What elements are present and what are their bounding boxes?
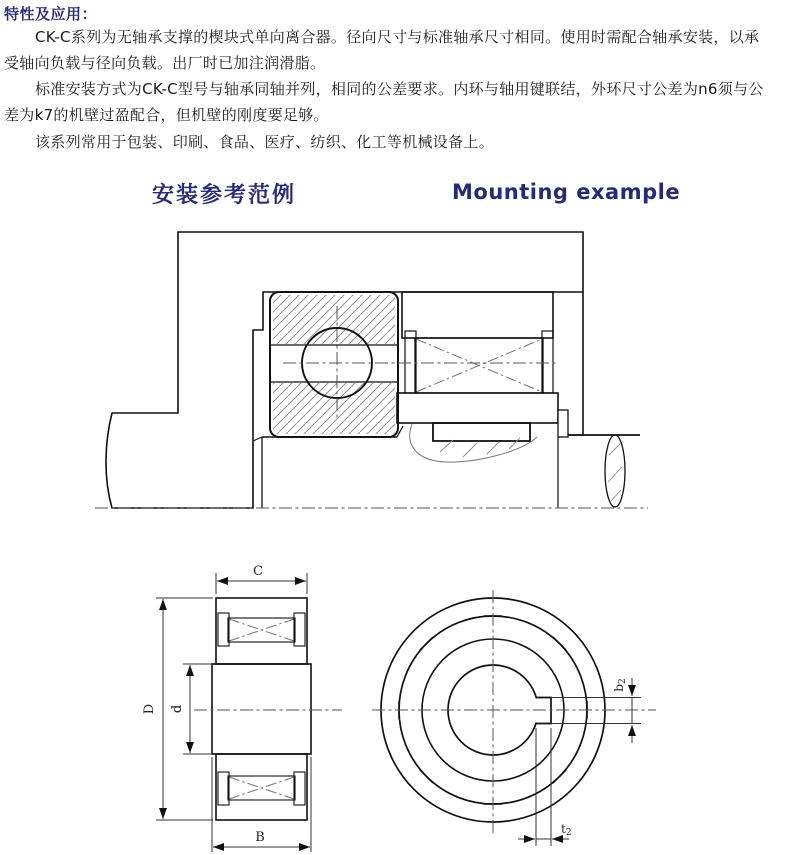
ball-bearing-section [270,292,398,437]
figure-heading-en: Mounting example [452,180,681,204]
mounting-example-drawing [95,232,648,508]
dimension-label-D: D [142,703,157,715]
shaft-left [253,426,403,508]
shaft-right [558,410,640,508]
front-view [372,590,656,846]
dimension-label-C: C [253,564,263,579]
body-line: CK-C系列为无轴承支撑的楔块式单向离合器。径向尺寸与标准轴承尺寸相同。使用时需配合轴承安装，以承 [35,28,760,46]
svg-text:t2: t2 [561,822,572,838]
housing-section [106,232,583,508]
clutch-section [397,292,558,462]
dimension-C [216,564,307,594]
body-line: 差为k7的机壁过盈配合，但机壁的刚度要足够。 [4,106,329,124]
side-plate-right [542,331,553,393]
dimension-label-B: B [255,830,265,845]
dimension-label-t2: t [561,822,566,836]
figure-heading-zh: 安装参考范例 [152,183,297,208]
dimension-t2 [518,728,572,846]
body-line: 该系列常用于包装、印刷、食品、医疗、纺织、化工等机械设备上。 [35,133,495,151]
svg-text:b2: b2 [612,678,628,692]
dimension-label-b2: b [612,684,626,692]
body-line: 受轴向负载与径向负载。出厂时已加注润滑脂。 [4,54,326,72]
dimension-d [170,664,211,754]
section-title: 特性及应用： [4,5,98,23]
keyway-break-line [410,424,537,462]
side-section-view [142,564,342,852]
dimension-label-d: d [170,704,185,714]
body-line: 标准安装方式为CK-C型号与轴承同轴并列，相同的公差要求。内环与轴用键联结，外环尺寸公差为n6须与公 [35,80,764,98]
shaft-key [433,423,530,441]
